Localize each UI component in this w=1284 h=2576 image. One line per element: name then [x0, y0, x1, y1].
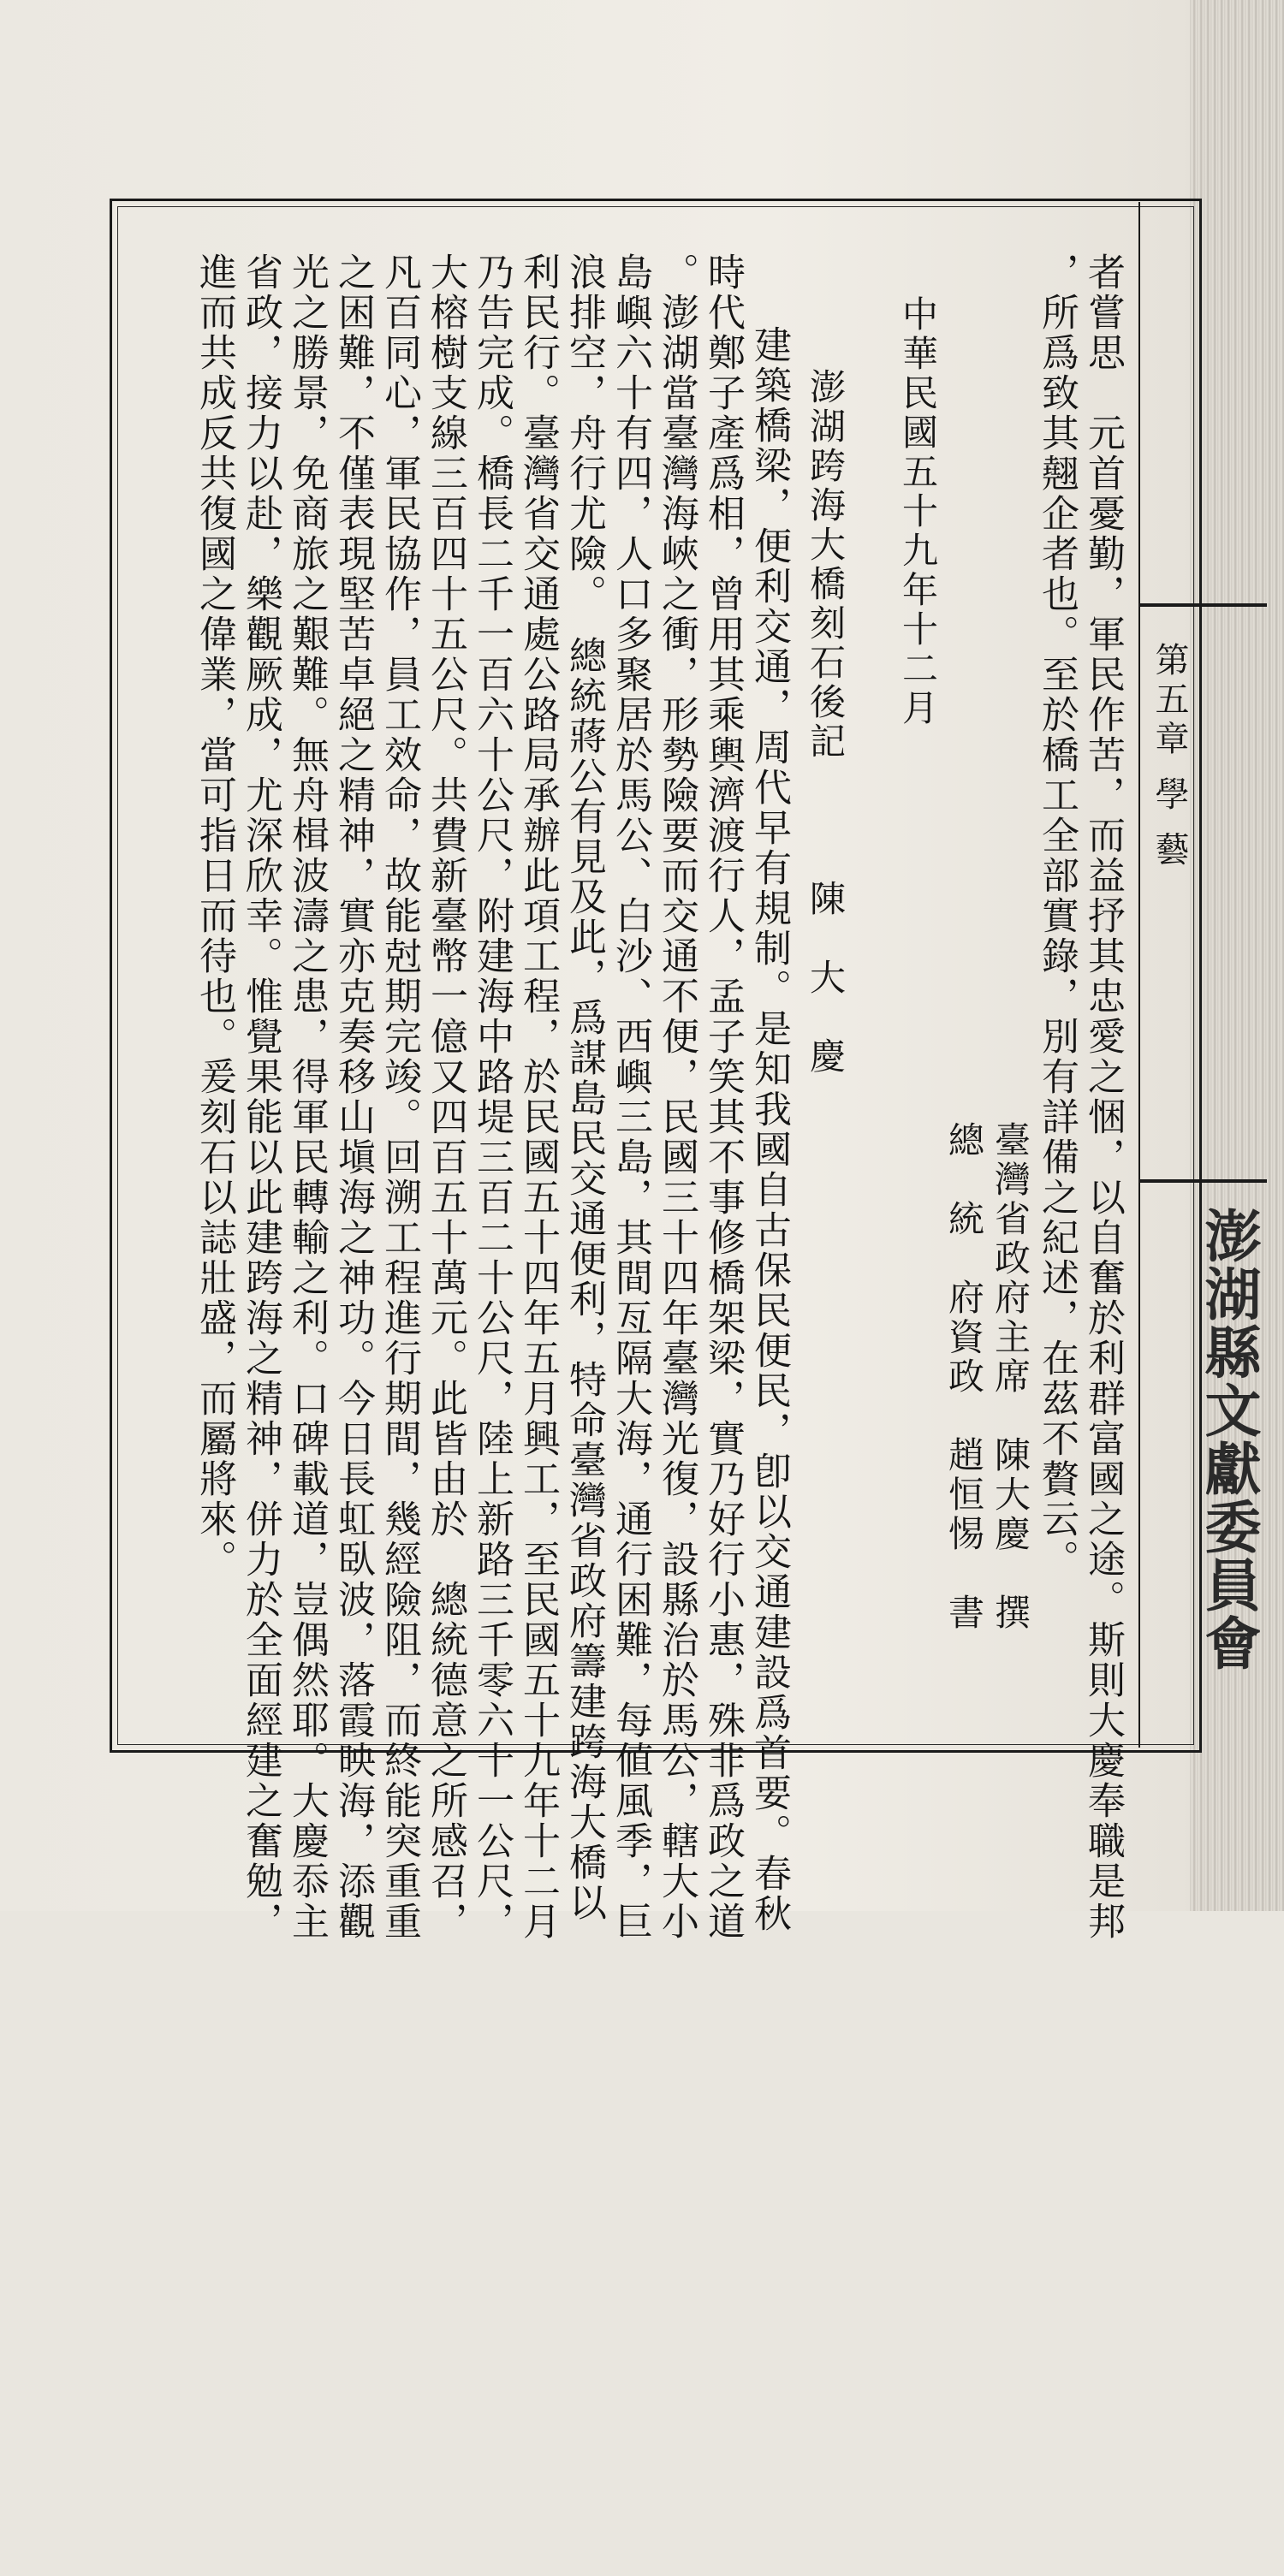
header-rule-bottom: [1138, 1179, 1267, 1183]
text-column-13: 乃告完成。橋長二千一百六十公尺，附建海中路堤三百二十公尺，陸上新路三千零六十一公尺，: [470, 252, 514, 1942]
text-column-18: 省政，接力以赴，樂觀厥成，尤深欣幸。惟覺果能以此建跨海之精神，併力於全面經建之奮勉，: [239, 252, 282, 1942]
running-header-column: [1138, 202, 1198, 1748]
date-line: 中華民國五十九年十二月: [897, 295, 939, 728]
text-column-7: 建築橋梁，便利交通，周代早有規制。是知我國自古保民便民，卽以交通建設爲首要。春秋: [747, 325, 791, 1934]
text-column-15: 凡百同心，軍民協作，員工效命，故能尅期完竣。回溯工程進行期間，幾經險阻，而終能突重重: [377, 252, 421, 1942]
text-column-16: 之困難，不僅表現堅苦卓絕之精神，實亦克奏移山塡海之神功。今日長虹臥波，落霞映海，添觀: [331, 252, 375, 1942]
text-column-1: 者嘗思 元首憂勤，軍民作苦，而益抒其忠愛之悃，以自奮於利群富國之途。斯則大慶奉職是邦: [1081, 252, 1125, 1942]
text-column-2: ，所爲致其翹企者也。至於橋工全部實錄，別有詳備之紀述，在茲不贅云。: [1035, 252, 1079, 1580]
header-rule-top: [1138, 603, 1267, 607]
author-line: 臺灣省政府主席 陳大慶 撰: [990, 1121, 1031, 1633]
text-column-11: 浪排空，舟行尤險。 總統蔣公有見及此，爲謀島民交通便利，特命臺灣省政府籌建跨海大橋以: [562, 252, 606, 1923]
essay-title: 澎湖跨海大橋刻石後記 陳 大 慶: [805, 368, 847, 1077]
text-column-19: 進而共成反共復國之偉業，當可指日而待也。爰刻石以誌壯盛，而屬將來。: [193, 252, 236, 1580]
text-column-9: 。澎湖當臺灣海峽之衝，形勢險要而交通不便，民國三十四年臺灣光復，設縣治於馬公，轄大小: [655, 252, 698, 1942]
publisher-name: 澎湖縣文獻委員會: [1195, 1207, 1262, 1672]
text-column-12: 利民行。臺灣省交通處公路局承辦此項工程，於民國五十四年五月興工，至民國五十九年十二月: [516, 252, 560, 1942]
text-column-8: 時代鄭子產爲相，曾用其乘輿濟渡行人，孟子笑其不事修橋架梁，實乃好行小惠，殊非爲政之道: [701, 252, 745, 1942]
calligrapher-line: 總 統 府資政 趙恒惕 書: [943, 1121, 985, 1633]
chapter-title: 第五章 學 藝: [1150, 642, 1189, 871]
text-column-10: 島嶼六十有四，人口多聚居於馬公、白沙、西嶼三島，其間亙隔大海，通行困難，每値風季，巨: [609, 252, 652, 1942]
text-column-14: 大榕樹支線三百四十五公尺。共費新臺幣一億又四百五十萬元。此皆由於 總統德意之所感召，: [424, 252, 467, 1942]
text-column-17: 光之勝景，免商旅之艱難。無舟楫波濤之患，得軍民轉輸之利。口碑載道，豈偶然耶。大慶忝主: [285, 252, 329, 1942]
